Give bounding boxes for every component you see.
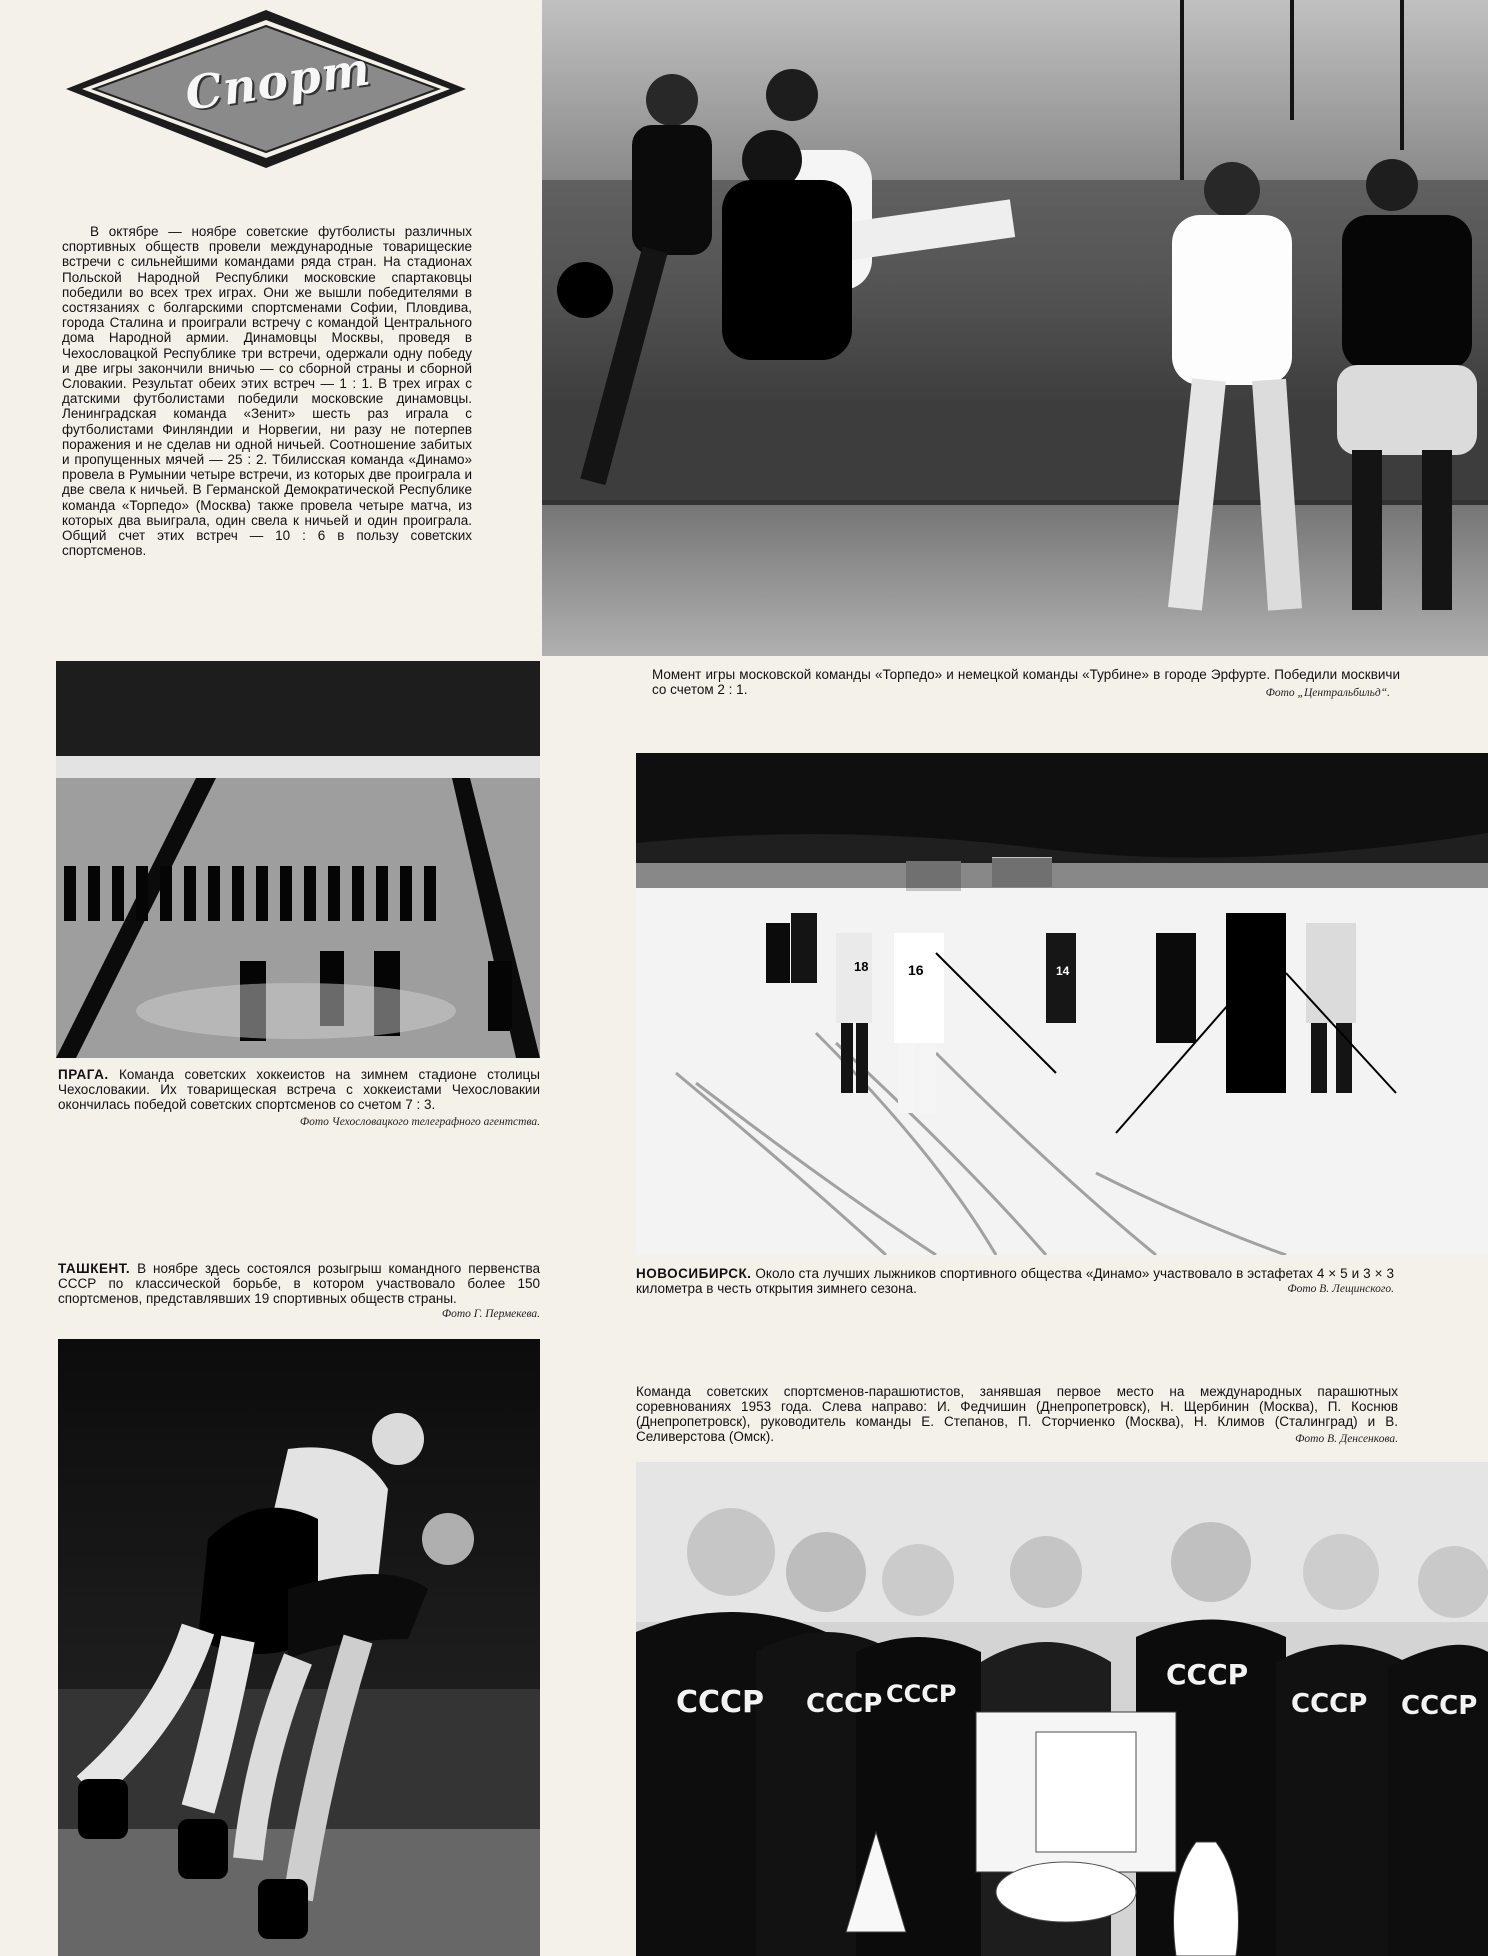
wrestling-caption: [58, 1261, 540, 1306]
parachute-team-photo: [636, 1462, 1488, 1956]
jersey-text-1: СССР: [676, 1685, 765, 1720]
bib-number-14: 14: [1056, 964, 1070, 978]
sport-logo: [62, 6, 470, 172]
jersey-text-2: СССР: [806, 1689, 883, 1719]
intro-text: В октябре — ноябре советские футболисты различных спортивных обществ провели международные товарищеские встречи с сильнейшими командами ряда стран. На стадионах Польской Народной Республики московские спартаковцы победили во всех трех играх. Они же вышли победителями в состязаниях с болгарскими спортсменами Софии, Пловдива, города Сталина и проиграли встречу с командой Центрального дома Народной армии. Динамовцы Москвы, проведя в Чехословацкой Республике три встречи, одержали одну победу и две игры закончили вничью — со сборной страны и сборной Словакии. Результат обеих этих встреч — 1 : 1. В трех играх с датскими футболистами победили московские динамовцы. Ленинградская команда «Зенит» шесть раз играла с футболистами Финляндии и Норвегии, ни разу не потерпев поражения и не сделав ни одной ничьей. Соотношение забитых и пропущенных мячей — 25 : 2. Тбилисская команда «Динамо» провела в Румынии четыре встречи, из которых две проиграла и две свела к ничьей. В Германской Демократической Республике команда «Торпедо» (Москва) также провела четыре матча, из которых два выиграла, один свела к ничьей и один проиграла. Общий счет этих встреч — 10 : 6 в пользу советских спортсменов.: [62, 224, 472, 559]
parachute-credit: Фото В. Денсенкова.: [1295, 1433, 1398, 1445]
jersey-text-4: СССР: [1166, 1658, 1249, 1691]
bib-number-16: 16: [908, 962, 924, 978]
hockey-caption: [58, 1067, 540, 1112]
wrestling-caption-place: ТАШКЕНТ.: [58, 1261, 131, 1276]
hockey-caption-text: Команда советских хоккеистов на зимнем стадионе столицы Чехословакии. Их товарищеская встреча с хоккеистами Чехословакии окончилась победой советских спортсменов со счетом 7 : 3.: [58, 1067, 540, 1112]
football-caption: Момент игры московской команды «Торпедо» и немецкой команды «Турбине» в городе Эрфурте. Победили москвичи со счетом 2 : 1.: [652, 667, 1400, 697]
wrestling-photo: [58, 1339, 540, 1956]
hockey-credit: Фото Чехословацкого телеграфного агентства.: [299, 1116, 540, 1128]
football-match-photo: [542, 0, 1488, 656]
hockey-caption-place: ПРАГА.: [58, 1067, 109, 1082]
sport-logo-word: Спорт: [181, 41, 375, 121]
wrestling-caption-text: В ноябре здесь состоялся розыгрыш командного первенства СССР по классической борьбе, в котором участвовало более 150 спортсменов, представлявших 19 спортивных обществ страны.: [58, 1261, 540, 1306]
bib-number-18: 18: [854, 959, 869, 974]
skiing-credit: Фото В. Лещинского.: [1287, 1283, 1394, 1295]
jersey-text-3: СССР: [886, 1680, 957, 1708]
hockey-stadium-photo: [56, 661, 540, 1058]
skiing-race-photo: [636, 753, 1488, 1255]
skiing-caption-text: Около ста лучших лыжников спортивного общества «Динамо» участвовало в эстафетах 4 × 5 и 3 × 3 километра в честь открытия зимнего сезона.: [636, 1266, 1394, 1296]
wrestling-credit: Фото Г. Пермекева.: [441, 1308, 540, 1320]
jersey-text-6: СССР: [1401, 1691, 1478, 1721]
skiing-caption-place: НОВОСИБИРСК.: [636, 1266, 752, 1281]
jersey-text-5: СССР: [1291, 1689, 1368, 1719]
football-credit: Фото „Центральбильд“.: [1265, 687, 1390, 699]
parachute-caption: Команда советских спортсменов-парашютистов, занявшая первое место на международных парашютных соревнованиях 1953 года. Слева направо: И. Федчишин (Днепропетровск), Н. Щербинин (Москва), П. Коснюв (Днепропетровск), руководитель команды Е. Степанов, П. Сторчиенко (Москва), Н. Климов (Сталинград) и В. Селиверстова (Омск).: [636, 1384, 1398, 1444]
